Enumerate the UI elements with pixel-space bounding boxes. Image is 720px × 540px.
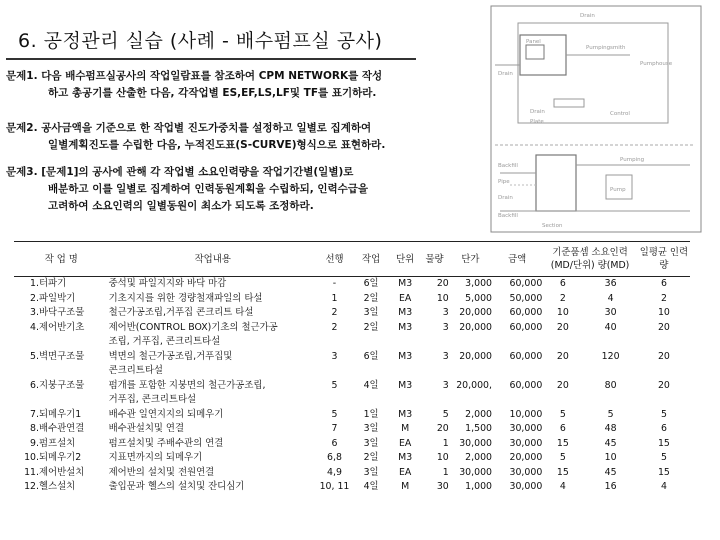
work-table <box>14 241 690 495</box>
column-header: 일평균 인력량 <box>638 242 690 277</box>
table-cell-desc <box>109 321 317 350</box>
table-cell-price: 30,000 <box>459 437 493 449</box>
table-cell-dur: 3일 <box>363 307 379 318</box>
table-cell-amt: 60,000 <box>509 307 543 318</box>
column-header-line: (MD/단위) 량(MD) <box>550 260 630 271</box>
problem-text-line: [문제1]의 공사에 관해 각 작업별 소요인력량을 작업기간별(일별)로 <box>41 166 354 178</box>
problem-text-line: 배분하고 이를 일별로 집계하여 인력동원계획을 수립하되, 인력수급을 <box>48 183 369 195</box>
table-cell-desc <box>109 480 317 495</box>
table-cell-no: 2. <box>30 292 39 304</box>
table-cell-desc <box>109 292 317 307</box>
table-cell-no: 4. <box>30 321 39 333</box>
table-cell-name: 되메우기2 <box>39 452 82 463</box>
table-cell-req: 80 <box>604 379 617 391</box>
table-cell-name: 터파기 <box>39 278 67 289</box>
problem-text-line: 하고 총공기를 산출한 다음, 각작업별 ES,EF,LS,LF및 TF를 표기하라. <box>48 87 377 99</box>
table-cell-std: 4 <box>559 481 566 492</box>
table-cell-std: 5 <box>559 452 566 463</box>
problem-text-line: 공사금액을 기준으로 한 작업별 진도가중치를 설정하고 일별로 집계하여 <box>41 122 372 134</box>
table-cell-name: 지붕구조물 <box>39 379 85 391</box>
pumphouse-drawing <box>490 5 702 233</box>
table-cell-dur: 2일 <box>363 292 379 304</box>
table-cell-price: 1,500 <box>465 423 493 434</box>
table-cell-amt: 30,000 <box>509 481 543 492</box>
table-cell-price: 20,000 <box>459 321 493 333</box>
table-cell-dur: 6일 <box>363 278 379 289</box>
table-cell-name: 벽면구조물 <box>39 350 85 362</box>
table-cell-amt: 60,000 <box>509 379 543 391</box>
figure-label: Drain <box>498 71 513 77</box>
table-cell-name: 펌프설치 <box>39 437 76 449</box>
table-cell-dur: 3일 <box>363 466 379 478</box>
table-cell-unit: M <box>401 423 410 434</box>
table-cell-req: 10 <box>604 452 617 463</box>
problem-3 <box>6 164 461 215</box>
table-cell-std: 20 <box>556 350 569 362</box>
table-cell-std: 15 <box>556 466 569 478</box>
table-cell-unit: EA <box>399 437 412 449</box>
table-cell-desc <box>109 422 317 437</box>
problem-2 <box>6 120 461 154</box>
table-cell-std: 20 <box>556 321 569 333</box>
table-cell-prec: 1 <box>331 292 338 304</box>
column-header: 단가 <box>449 242 492 277</box>
table-cell-price: 3,000 <box>465 278 493 289</box>
desc-line: 지표면까지의 되메우기 <box>108 452 203 463</box>
column-header-line: 기준품셈 소요인력 <box>552 247 628 258</box>
table-cell-daily: 10 <box>657 307 670 318</box>
table-cell-prec: 2 <box>331 321 338 333</box>
table-cell-daily: 20 <box>657 350 670 362</box>
table-cell-prec: 3 <box>331 350 338 362</box>
table-cell-no: 12. <box>24 481 39 492</box>
figure-label: Drain <box>580 13 595 19</box>
table-cell-amt: 30,000 <box>509 437 543 449</box>
table-cell-req: 16 <box>604 481 617 492</box>
table-cell-daily: 20 <box>657 321 670 333</box>
table-cell-daily: 20 <box>657 379 670 391</box>
table-cell-req: 48 <box>604 423 617 434</box>
table-cell-price: 20,000 <box>459 307 493 318</box>
table-cell-req: 5 <box>607 408 614 420</box>
table-cell-std: 2 <box>559 292 566 304</box>
table-cell-prec: 5 <box>331 408 338 420</box>
table-cell-daily: 5 <box>660 408 667 420</box>
table-cell-daily: 15 <box>657 437 670 449</box>
table-cell-unit: EA <box>399 292 412 304</box>
table-cell-desc <box>109 466 317 481</box>
problem-label: 문제1. <box>6 70 38 82</box>
desc-line: 중석및 파일지지와 바닥 마감 <box>108 278 227 289</box>
table-row <box>14 350 690 379</box>
figure-label: Panel <box>526 39 541 45</box>
table-cell-unit: M3 <box>398 321 413 333</box>
problem-label: 문제2. <box>6 122 38 134</box>
table-row <box>14 277 690 292</box>
title-underline <box>6 58 416 60</box>
table-cell-qty: 5 <box>442 408 449 420</box>
table-cell-std: 5 <box>559 408 566 420</box>
table-cell-amt: 10,000 <box>509 408 543 420</box>
problem-label: 문제3. <box>6 166 38 178</box>
table-cell-no: 9. <box>30 437 39 449</box>
table-cell-daily: 2 <box>660 292 667 304</box>
table-cell-no: 1. <box>30 278 39 289</box>
table-cell-price: 2,000 <box>465 452 493 463</box>
desc-line: 기초지지를 위한 경량철재파일의 타설 <box>108 292 263 304</box>
problem-text-line: 다음 배수펌프실공사의 작업일람표를 참조하여 CPM NETWORK를 작성 <box>41 70 383 82</box>
table-cell-req: 45 <box>604 466 617 478</box>
figure-label: Section <box>542 223 563 229</box>
table-cell-desc <box>109 451 317 466</box>
column-header: 금액 <box>492 242 542 277</box>
figure-label: Plate <box>530 119 544 125</box>
table-header-row <box>14 242 690 277</box>
table-cell-std: 6 <box>559 278 566 289</box>
table-cell-std: 20 <box>556 379 569 391</box>
desc-line: 벽면의 철근가공조립,거푸집및 <box>108 350 233 362</box>
table-cell-daily: 6 <box>660 423 667 434</box>
table-cell-amt: 50,000 <box>509 292 543 304</box>
desc-line: 철근가공조립,거푸집 콘크리트 타설 <box>108 307 254 318</box>
table-cell-unit: M3 <box>398 278 413 289</box>
column-header: 작업 <box>352 242 390 277</box>
table-cell-qty: 10 <box>436 292 449 304</box>
table-cell-prec: 5 <box>331 379 338 391</box>
table-cell-dur: 4일 <box>363 481 379 492</box>
figure-label: Pumpingsmith <box>586 45 626 51</box>
table-cell-prec: 6 <box>331 437 338 449</box>
table-cell-desc <box>109 379 317 408</box>
table-cell-unit: M <box>401 481 410 492</box>
table-cell-qty: 3 <box>442 307 449 318</box>
table-cell-desc <box>109 437 317 452</box>
desc-line: 배수관설치및 연결 <box>108 423 185 434</box>
table-cell-name: 바닥구조물 <box>39 307 85 318</box>
column-header <box>542 242 638 277</box>
table-row <box>14 437 690 452</box>
table-cell-req: 36 <box>604 278 617 289</box>
table-cell-std: 10 <box>556 307 569 318</box>
table-row <box>14 321 690 350</box>
page-title: 6. 공정관리 실습 (사례 - 배수펌프실 공사) <box>18 30 383 52</box>
table-cell-unit: M3 <box>398 452 413 463</box>
table-cell-dur: 1일 <box>363 408 379 420</box>
table-cell-unit: EA <box>399 466 412 478</box>
table-cell-dur: 6일 <box>363 350 379 362</box>
table-cell-amt: 30,000 <box>509 423 543 434</box>
table-cell-no: 5. <box>30 350 39 362</box>
table-cell-daily: 5 <box>660 452 667 463</box>
table-cell-qty: 1 <box>442 437 449 449</box>
table-cell-prec: 6,8 <box>327 452 342 463</box>
column-header: 작업내용 <box>109 242 317 277</box>
table-cell-dur: 3일 <box>363 423 379 434</box>
table-cell-desc <box>109 408 317 423</box>
table-cell-dur: 2일 <box>363 452 379 463</box>
figure-label: Pumping <box>620 157 645 163</box>
table-cell-qty: 20 <box>436 423 449 434</box>
table-cell-qty: 30 <box>436 481 449 492</box>
problem-text-line: 일별계획진도를 수립한 다음, 누적진도표(S-CURVE)형식으로 표현하라. <box>48 139 386 151</box>
table-cell-qty: 3 <box>442 350 449 362</box>
table-cell-std: 15 <box>556 437 569 449</box>
table-cell-qty: 3 <box>442 379 449 391</box>
desc-line: 제어반의 설치및 전원연결 <box>108 466 215 478</box>
table-cell-name: 제어반기초 <box>39 321 85 333</box>
figure-label: Control <box>610 111 630 117</box>
figure-label: Backfill <box>498 163 518 169</box>
table-cell-desc <box>109 277 317 292</box>
table-cell-unit: M3 <box>398 350 413 362</box>
table-cell-daily: 6 <box>660 278 667 289</box>
figure-label: Pump <box>610 187 626 193</box>
problem-text-line: 고려하여 소요인력의 일별동원이 최소가 되도록 조정하라. <box>48 200 314 212</box>
table-cell-unit: M3 <box>398 408 413 420</box>
table-cell-dur: 3일 <box>363 437 379 449</box>
table-cell-req: 40 <box>604 321 617 333</box>
figure-label: Drain <box>530 109 545 115</box>
table-cell-prec: 10, 11 <box>319 481 350 492</box>
table-cell-req: 30 <box>604 307 617 318</box>
table-row <box>14 379 690 408</box>
desc-line: 펌프설치및 주배수관의 연결 <box>108 437 224 449</box>
table-cell-name: 파일박기 <box>39 292 76 304</box>
table-cell-qty: 10 <box>436 452 449 463</box>
table-cell-price: 2,000 <box>465 408 493 420</box>
table-row <box>14 480 690 495</box>
table-cell-no: 3. <box>30 307 39 318</box>
column-header: 선행 <box>317 242 352 277</box>
table-cell-req: 120 <box>601 350 620 362</box>
desc-line: 콘크리트타설 <box>108 365 163 376</box>
table-row <box>14 466 690 481</box>
table-cell-no: 6. <box>30 379 39 391</box>
column-header: 작 업 명 <box>14 242 109 277</box>
table-cell-prec: 4,9 <box>327 466 342 478</box>
desc-line: 출입문과 헬스의 설치및 잔디심기 <box>108 481 245 492</box>
table-cell-amt: 60,000 <box>509 278 543 289</box>
table-cell-prec: 2 <box>331 307 338 318</box>
column-header: 물량 <box>420 242 448 277</box>
table-cell-qty: 3 <box>442 321 449 333</box>
figure-label: Pumphouse <box>640 61 673 67</box>
table-row <box>14 306 690 321</box>
table-cell-name: 헬스설치 <box>39 481 76 492</box>
table-cell-prec: - <box>332 278 337 289</box>
table-cell-req: 4 <box>607 292 614 304</box>
figure-label: Pipe <box>498 179 510 185</box>
table-cell-std: 6 <box>559 423 566 434</box>
table-cell-price: 20,000 <box>459 350 493 362</box>
table-cell-no: 8. <box>30 423 39 434</box>
table-cell-no: 11. <box>24 466 39 478</box>
desc-line: 제어반(CONTROL BOX)기초의 철근가공 <box>108 321 278 333</box>
table-cell-amt: 60,000 <box>509 350 543 362</box>
table-cell-name: 되메우기1 <box>39 408 82 420</box>
table-cell-req: 45 <box>604 437 617 449</box>
table-cell-amt: 20,000 <box>509 452 543 463</box>
problem-1 <box>6 68 461 102</box>
table-cell-desc <box>109 350 317 379</box>
table-row <box>14 408 690 423</box>
table-cell-prec: 7 <box>331 423 338 434</box>
desc-line: 펌개를 포함한 지붕면의 철근가공조립, <box>108 379 266 391</box>
table-cell-dur: 2일 <box>363 321 379 333</box>
desc-line: 배수관 일연지지의 되메우기 <box>108 408 224 420</box>
table-cell-qty: 20 <box>436 278 449 289</box>
table-cell-price: 5,000 <box>465 292 493 304</box>
figure-label: Drain <box>498 195 513 201</box>
table-cell-no: 7. <box>30 408 39 420</box>
table-cell-daily: 4 <box>660 481 667 492</box>
table-cell-amt: 30,000 <box>509 466 543 478</box>
column-header: 단위 <box>390 242 420 277</box>
table-row <box>14 451 690 466</box>
table-cell-desc <box>109 306 317 321</box>
table-row <box>14 422 690 437</box>
figure-label: Backfill <box>498 213 518 219</box>
table-cell-name: 배수관연결 <box>39 423 85 434</box>
table-cell-price: 20,000, <box>456 379 493 391</box>
table-cell-name: 제어반설치 <box>39 466 85 478</box>
table-cell-unit: M3 <box>398 379 413 391</box>
table-cell-no: 10. <box>24 452 39 463</box>
table-cell-daily: 15 <box>657 466 670 478</box>
table-cell-price: 1,000 <box>465 481 493 492</box>
desc-line: 거푸집, 콘크리트타설 <box>108 394 197 405</box>
table-row <box>14 292 690 307</box>
desc-line: 조립, 거푸집, 콘크리트타설 <box>108 336 221 347</box>
table-cell-unit: M3 <box>398 307 413 318</box>
table-cell-dur: 4일 <box>363 379 379 391</box>
table-cell-qty: 1 <box>442 466 449 478</box>
table-cell-amt: 60,000 <box>509 321 543 333</box>
table-cell-price: 30,000 <box>459 466 493 478</box>
